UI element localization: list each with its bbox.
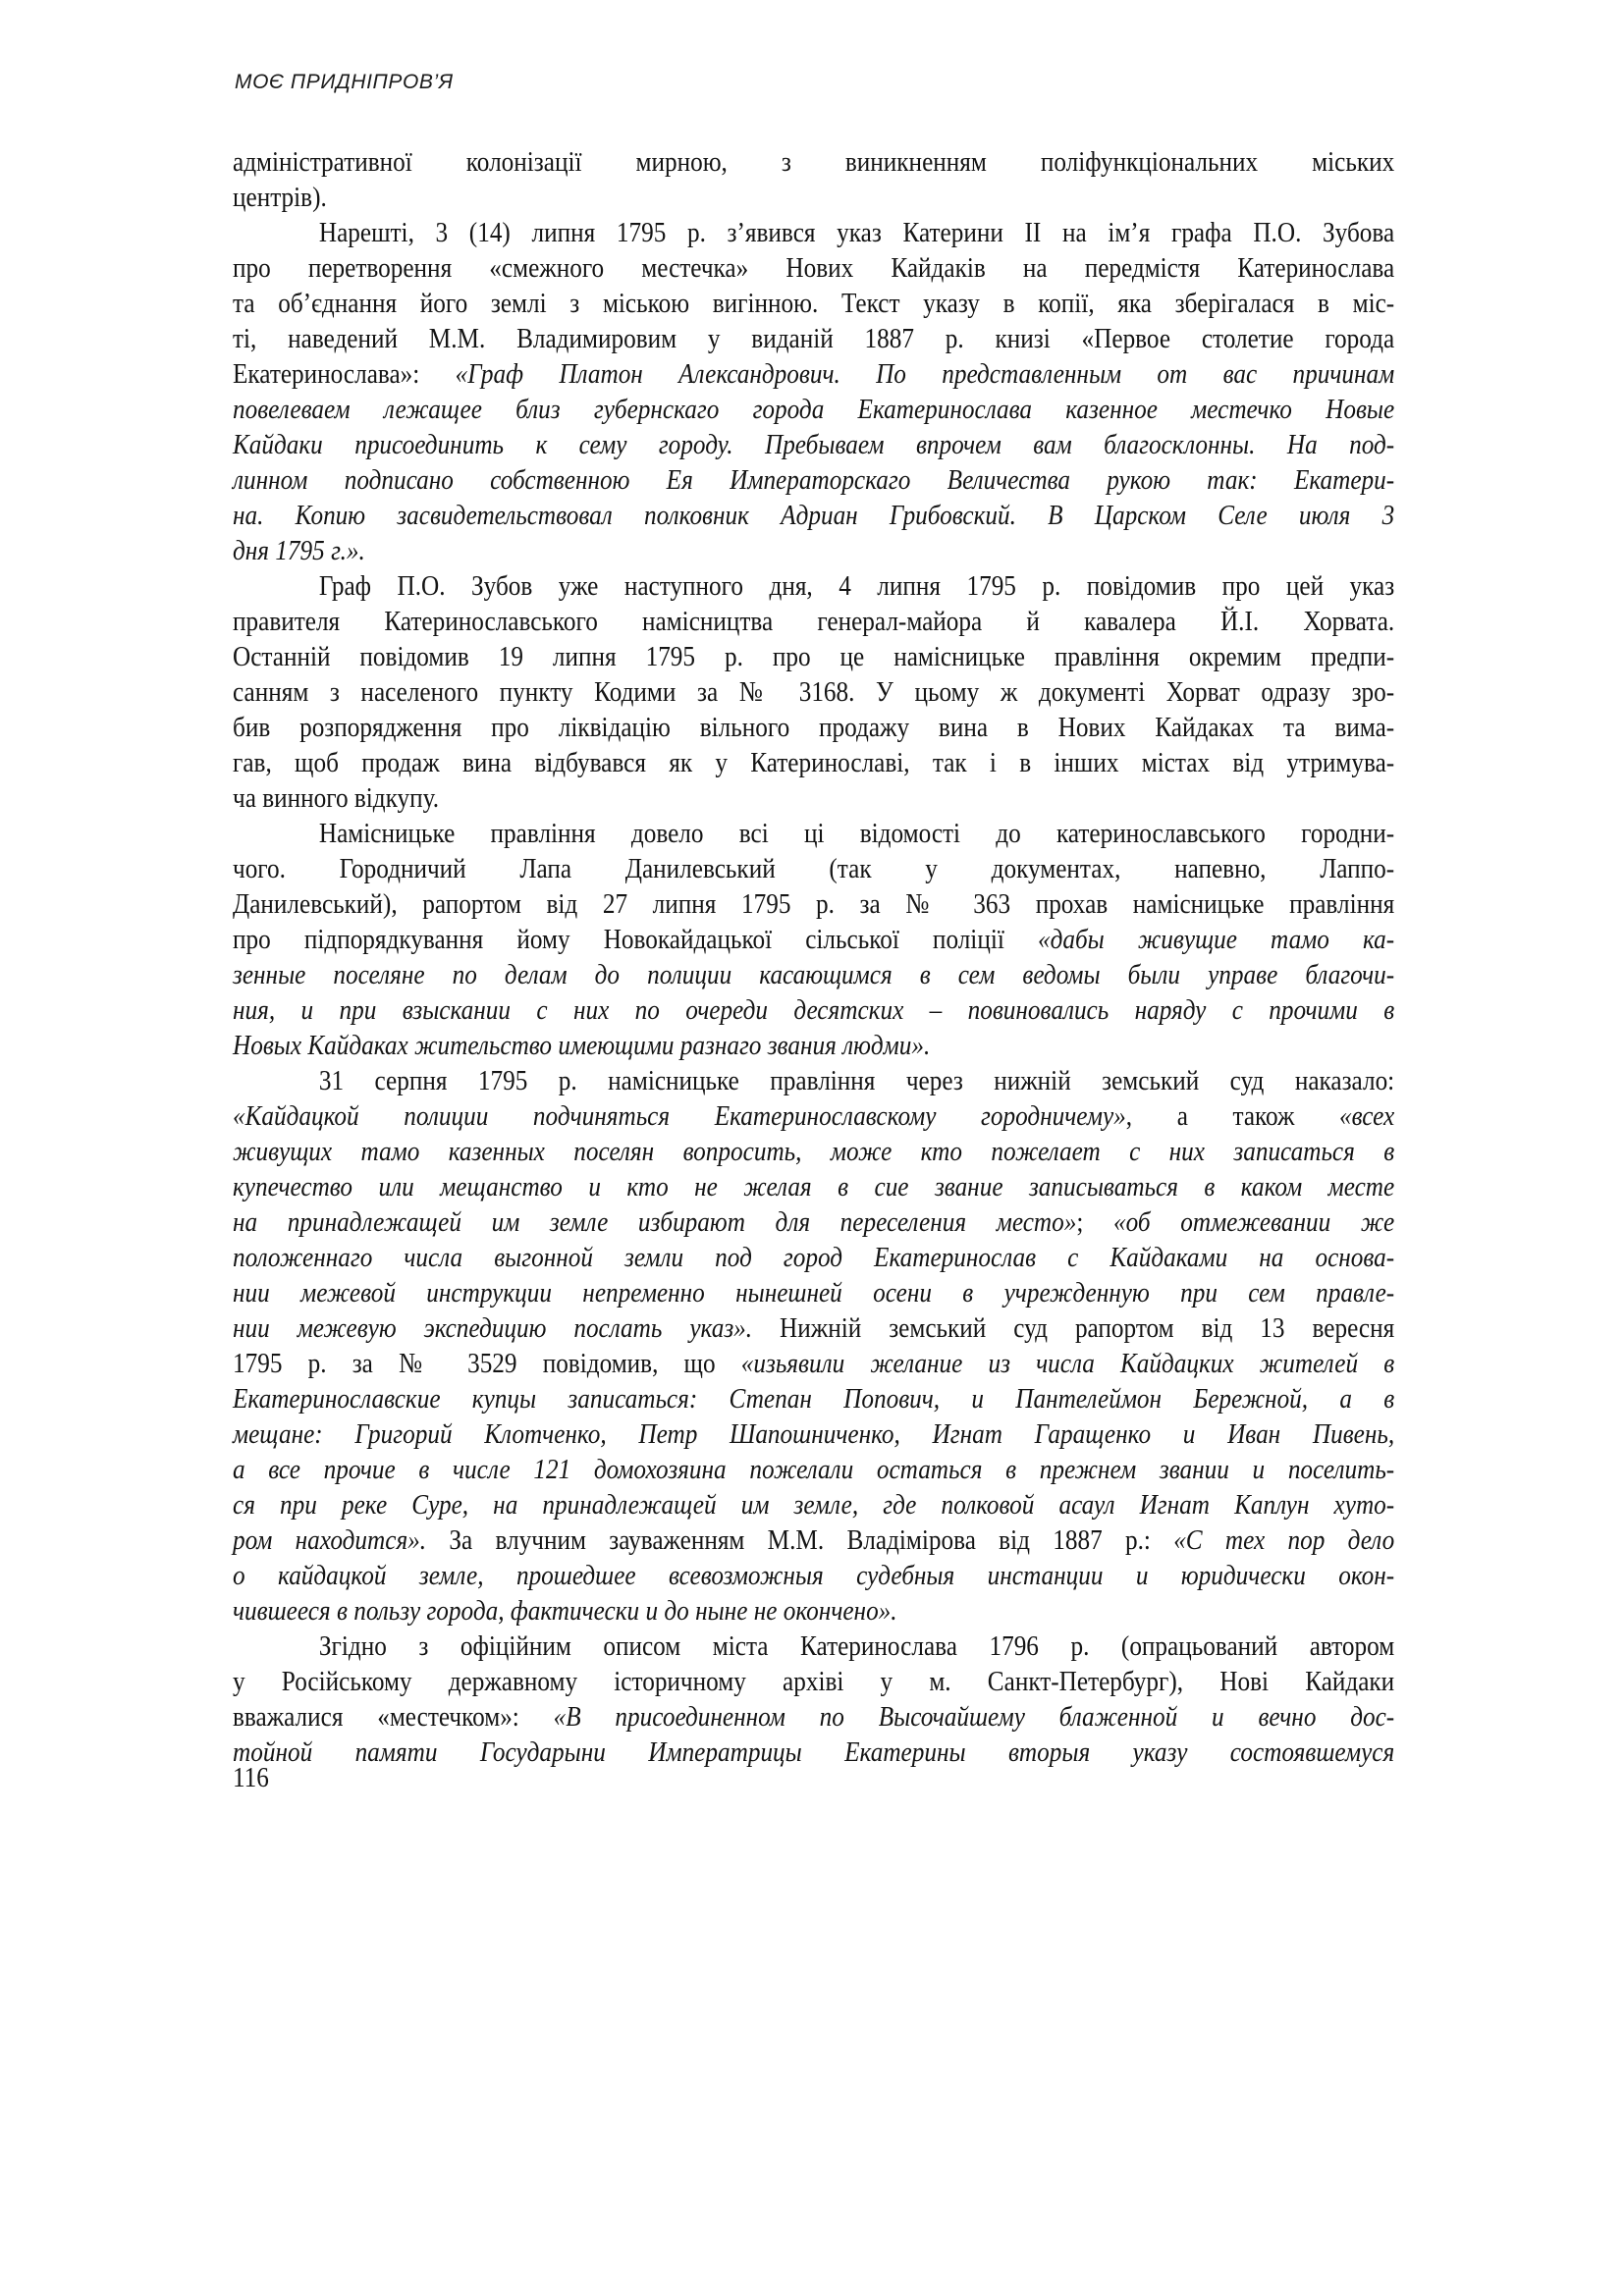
text-line — [233, 1275, 1394, 1310]
text-run: 31 серпня 1795 р. намісницьке правління через нижній земський суд наказало: — [318, 1065, 1395, 1096]
text-line — [233, 1346, 1394, 1381]
quoted-text-run: купечество или мещанство и кто не желая в сие звание записываться в каком месте — [233, 1171, 1395, 1202]
text-line — [233, 1664, 1394, 1699]
quoted-text-run: «дабы живущие тамо ка- — [1037, 924, 1395, 955]
quoted-text-run: чившееся в пользу города, фактически и до ныне не окончено». — [233, 1595, 897, 1627]
quoted-text-run: Новых Кайдаках жительство имеющими разнаго звания людми». — [233, 1030, 931, 1061]
page-number: 116 — [233, 1763, 269, 1793]
quoted-text-run: а все прочие в числе 121 домохозяина пожелали остаться в прежнем звании и поселить- — [233, 1454, 1395, 1485]
text-line — [233, 498, 1394, 533]
text-line — [233, 1487, 1394, 1522]
quoted-text-run: линном подписано собственною Ея Императорскаго Величества рукою так: Екатери- — [233, 464, 1395, 496]
text-line — [233, 1558, 1394, 1593]
text-line — [233, 1028, 1394, 1063]
text-line — [233, 1063, 1394, 1098]
text-run: Граф П.О. Зубов уже наступного дня, 4 липня 1795 р. повідомив про цей указ — [318, 570, 1395, 602]
quoted-text-run: нии межевой инструкции непременно нынешней осени в учрежденную при сем правле- — [233, 1277, 1395, 1308]
text-run: у Російському державному історичному архіві у м. Санкт-Петербург), Нові Кайдаки — [233, 1666, 1395, 1697]
text-run: , а також — [1125, 1100, 1340, 1132]
text-line — [233, 780, 1394, 816]
quoted-text-run: «всех — [1339, 1100, 1395, 1132]
text-line — [233, 922, 1394, 957]
text-run: Екатеринослава»: — [233, 358, 456, 390]
text-line — [233, 674, 1394, 710]
text-run: гав, щоб продаж вина відбувався як у Катеринославі, так і в інших містах від утримува- — [233, 747, 1395, 778]
quoted-text-run: о кайдацкой земле, прошедшее всевозможныя судебныя инстанции и юридически окон- — [233, 1560, 1395, 1591]
text-run: Нижній земський суд рапортом від 13 вересня — [752, 1312, 1395, 1344]
text-line — [233, 1416, 1394, 1452]
quoted-text-run: дня 1795 г.». — [233, 535, 365, 566]
text-run: про підпорядкування йому Новокайдацької сільської поліції — [233, 924, 1038, 955]
text-run: Згідно з офіційним описом міста Катеринослава 1796 р. (опрацьований автором — [318, 1630, 1395, 1662]
text-line — [233, 533, 1394, 568]
quoted-text-run: мещане: Григорий Клотченко, Петр Шапошниченко, Игнат Гаращенко и Иван Пивень, — [233, 1418, 1395, 1450]
text-run: бив розпорядження про ліквідацію вільного продажу вина в Нових Кайдаках та вима- — [233, 712, 1395, 743]
text-run: Нарешті, 3 (14) липня 1795 р. з’явився указ Катерини II на ім’я графа П.О. Зубова — [318, 217, 1395, 248]
quoted-text-run: ния, и при взыскании с них по очереди десятских – повиновались наряду с прочими в — [233, 994, 1395, 1026]
text-line — [233, 886, 1394, 922]
text-line — [233, 215, 1394, 250]
text-line — [233, 180, 1394, 215]
text-line — [233, 745, 1394, 780]
text-line — [233, 639, 1394, 674]
text-line — [233, 1381, 1394, 1416]
text-line — [233, 568, 1394, 604]
quoted-text-run: на. Копию засвидетельствовал полковник Адриан Грибовский. В Царском Селе июля 3 — [233, 500, 1395, 531]
text-line — [233, 286, 1394, 321]
text-line — [233, 462, 1394, 498]
quoted-text-run: на принадлежащей им земле избирают для переселения место» — [233, 1206, 1077, 1238]
quoted-text-run: ром находится». — [233, 1524, 427, 1556]
quoted-text-run: «Граф Платон Александрович. По представленным от вас причинам — [455, 358, 1395, 390]
text-line — [233, 427, 1394, 462]
quoted-text-run: «В присоединенном по Высочайшему блаженной и вечно дос- — [553, 1701, 1395, 1733]
text-line — [233, 1522, 1394, 1558]
text-line — [233, 710, 1394, 745]
text-line — [233, 1593, 1394, 1629]
text-line — [233, 1204, 1394, 1240]
quoted-text-run: зенные поселяне по делам до полиции касающимся в сем ведомы были управе благочи- — [233, 959, 1395, 990]
text-line — [233, 1240, 1394, 1275]
text-line — [233, 1098, 1394, 1134]
text-line — [233, 356, 1394, 392]
text-run: та об’єднання його землі з міською вигінною. Текст указу в копії, яка зберігалася в міс- — [233, 288, 1395, 319]
text-line — [233, 957, 1394, 992]
text-line — [233, 604, 1394, 639]
quoted-text-run: Кайдаки присоединить к сему городу. Пребываем впрочем вам благосклонны. На под- — [233, 429, 1395, 460]
text-run: Намісницьке правління довело всі ці відомості до катеринославського городни- — [318, 818, 1395, 849]
text-run: санням з населеного пункту Кодими за № 3168. У цьому ж документі Хорват одразу зро- — [233, 676, 1395, 708]
quoted-text-run: «Кайдацкой полиции подчиняться Екатеринославскому городничему» — [233, 1100, 1126, 1132]
quoted-text-run: положеннаго числа выгонной земли под город Екатеринослав с Кайдаками на основа- — [233, 1242, 1395, 1273]
text-line — [233, 816, 1394, 851]
text-line — [233, 1310, 1394, 1346]
text-line — [233, 1169, 1394, 1204]
text-run: 1795 р. за № 3529 повідомив, що — [233, 1348, 741, 1379]
text-line — [233, 1629, 1394, 1664]
quoted-text-run: ся при реке Суре, на принадлежащей им земле, где полковой асаул Игнат Каплун хуто- — [233, 1489, 1395, 1521]
text-run: правителя Катеринославського намісництва генерал-майора й кавалера Й.І. Хорвата. — [233, 606, 1395, 637]
text-line — [233, 992, 1394, 1028]
text-line — [233, 321, 1394, 356]
text-run: центрів). — [233, 182, 327, 213]
quoted-text-run: нии межевую экспедицию послать указ». — [233, 1312, 753, 1344]
text-run: Данилевський), рапортом від 27 липня 1795 р. за № 363 прохав намісницьке правління — [233, 888, 1395, 920]
text-run: адміністративної колонізації мирною, з виникненням поліфункціональних міських — [233, 146, 1395, 178]
text-run: За влучним зауваженням М.М. Владімірова від 1887 р.: — [426, 1524, 1174, 1556]
text-line — [233, 392, 1394, 427]
text-line — [233, 1452, 1394, 1487]
text-line — [233, 851, 1394, 886]
text-line — [233, 1134, 1394, 1169]
text-run: ті, наведений М.М. Владимировим у виданій 1887 р. книзі «Первое столетие города — [233, 323, 1395, 354]
text-run: про перетворення «смежного местечка» Нових Кайдаків на передмістя Катеринослава — [233, 252, 1395, 284]
text-run: Останній повідомив 19 липня 1795 р. про це намісницьке правління окремим предпи- — [233, 641, 1395, 672]
text-run: ; — [1076, 1206, 1114, 1238]
text-line — [233, 1735, 1394, 1770]
text-line — [233, 144, 1394, 180]
running-header: МОЄ ПРИДНІПРОВ’Я — [235, 71, 454, 93]
text-line — [233, 1699, 1394, 1735]
quoted-text-run: живущих тамо казенных поселян вопросить, може кто пожелает с них записаться в — [233, 1136, 1395, 1167]
quoted-text-run: «об отмежевании же — [1113, 1206, 1395, 1238]
text-run: ча винного відкупу. — [233, 782, 440, 814]
text-body — [233, 144, 1396, 1770]
quoted-text-run: «С тех пор дело — [1173, 1524, 1395, 1556]
text-run: вважалися «местечком»: — [233, 1701, 554, 1733]
quoted-text-run: тойной памяти Государыни Императрицы Екатерины вторыя указу состоявшемуся — [233, 1736, 1395, 1768]
quoted-text-run: Екатеринославские купцы записаться: Степан Попович, и Пантелеймон Бережной, а в — [233, 1383, 1395, 1415]
text-line — [233, 250, 1394, 286]
quoted-text-run: повелеваем лежащее близ губернскаго города Екатеринослава казенное местечко Новые — [233, 394, 1395, 425]
quoted-text-run: «изьявили желание из числа Кайдацких жителей в — [740, 1348, 1395, 1379]
text-run: чого. Городничий Лапа Данилевський (так у документах, напевно, Лаппо- — [233, 853, 1395, 884]
